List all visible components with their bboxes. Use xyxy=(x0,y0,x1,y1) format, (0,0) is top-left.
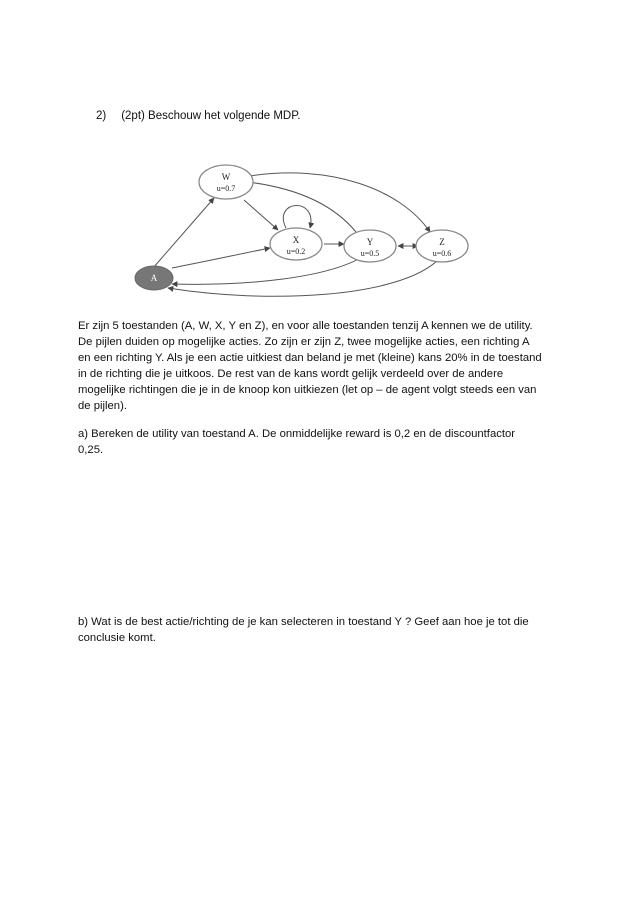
part-b-line: b) Wat is de best actie/richting de je kan selecteren in toestand Y ? Geef aan hoe je tot die xyxy=(78,616,529,628)
question-title: (2pt) Beschouw het volgende MDP. xyxy=(121,110,301,122)
edge-z-a xyxy=(168,260,438,296)
node-w-label: W xyxy=(221,172,231,182)
intro-line: De pijlen duiden op mogelijke acties. Zo zijn er zijn Z, twee mogelijke acties, een richting A xyxy=(78,336,530,348)
part-b-question xyxy=(78,614,578,646)
node-z-utility: u=0.6 xyxy=(432,249,452,258)
node-z xyxy=(416,230,468,262)
node-a-label: A xyxy=(150,273,158,283)
intro-line: de pijlen). xyxy=(78,400,127,412)
node-a xyxy=(135,266,173,290)
edge-a-x xyxy=(172,248,270,268)
node-z-label: Z xyxy=(439,237,445,247)
edge-y-w xyxy=(248,182,356,232)
node-y-label: Y xyxy=(366,237,374,247)
part-b-line: conclusie komt. xyxy=(78,632,156,644)
mdp-graph xyxy=(128,160,473,302)
edge-w-x xyxy=(244,200,278,230)
node-w xyxy=(199,165,253,199)
part-a-line: 0,25. xyxy=(78,444,104,456)
edge-x-x xyxy=(283,205,311,228)
question-heading xyxy=(96,110,301,122)
intro-line: en een richting Y. Als je een actie uitkiest dan beland je met (kleine) kans 20% in de toestand xyxy=(78,352,542,364)
edge-a-w xyxy=(153,198,214,268)
question-number: 2) xyxy=(96,110,107,122)
node-w-utility: u=0.7 xyxy=(216,184,236,193)
node-x xyxy=(270,228,322,260)
intro-paragraph xyxy=(78,318,578,414)
mdp-diagram xyxy=(128,160,473,302)
node-x-utility: u=0.2 xyxy=(286,247,306,256)
node-y-utility: u=0.5 xyxy=(360,249,380,258)
node-x-label: X xyxy=(292,235,300,245)
intro-line: in de richting die je uitkoos. De rest van de kans wordt gelijk verdeeld over de andere xyxy=(78,368,504,380)
edge-w-z xyxy=(250,173,430,232)
edge-y-a xyxy=(172,256,364,284)
part-a-question xyxy=(78,426,578,458)
part-a-line: a) Bereken de utility van toestand A. De onmiddelijke reward is 0,2 en de discountfactor xyxy=(78,428,516,440)
intro-line: mogelijke richtingen die je in de knoop kon uitkiezen (let op – de agent volgt steeds een van xyxy=(78,384,537,396)
node-y xyxy=(344,230,396,262)
intro-line: Er zijn 5 toestanden (A, W, X, Y en Z), en voor alle toestanden tenzij A kennen we de utility. xyxy=(78,320,533,332)
